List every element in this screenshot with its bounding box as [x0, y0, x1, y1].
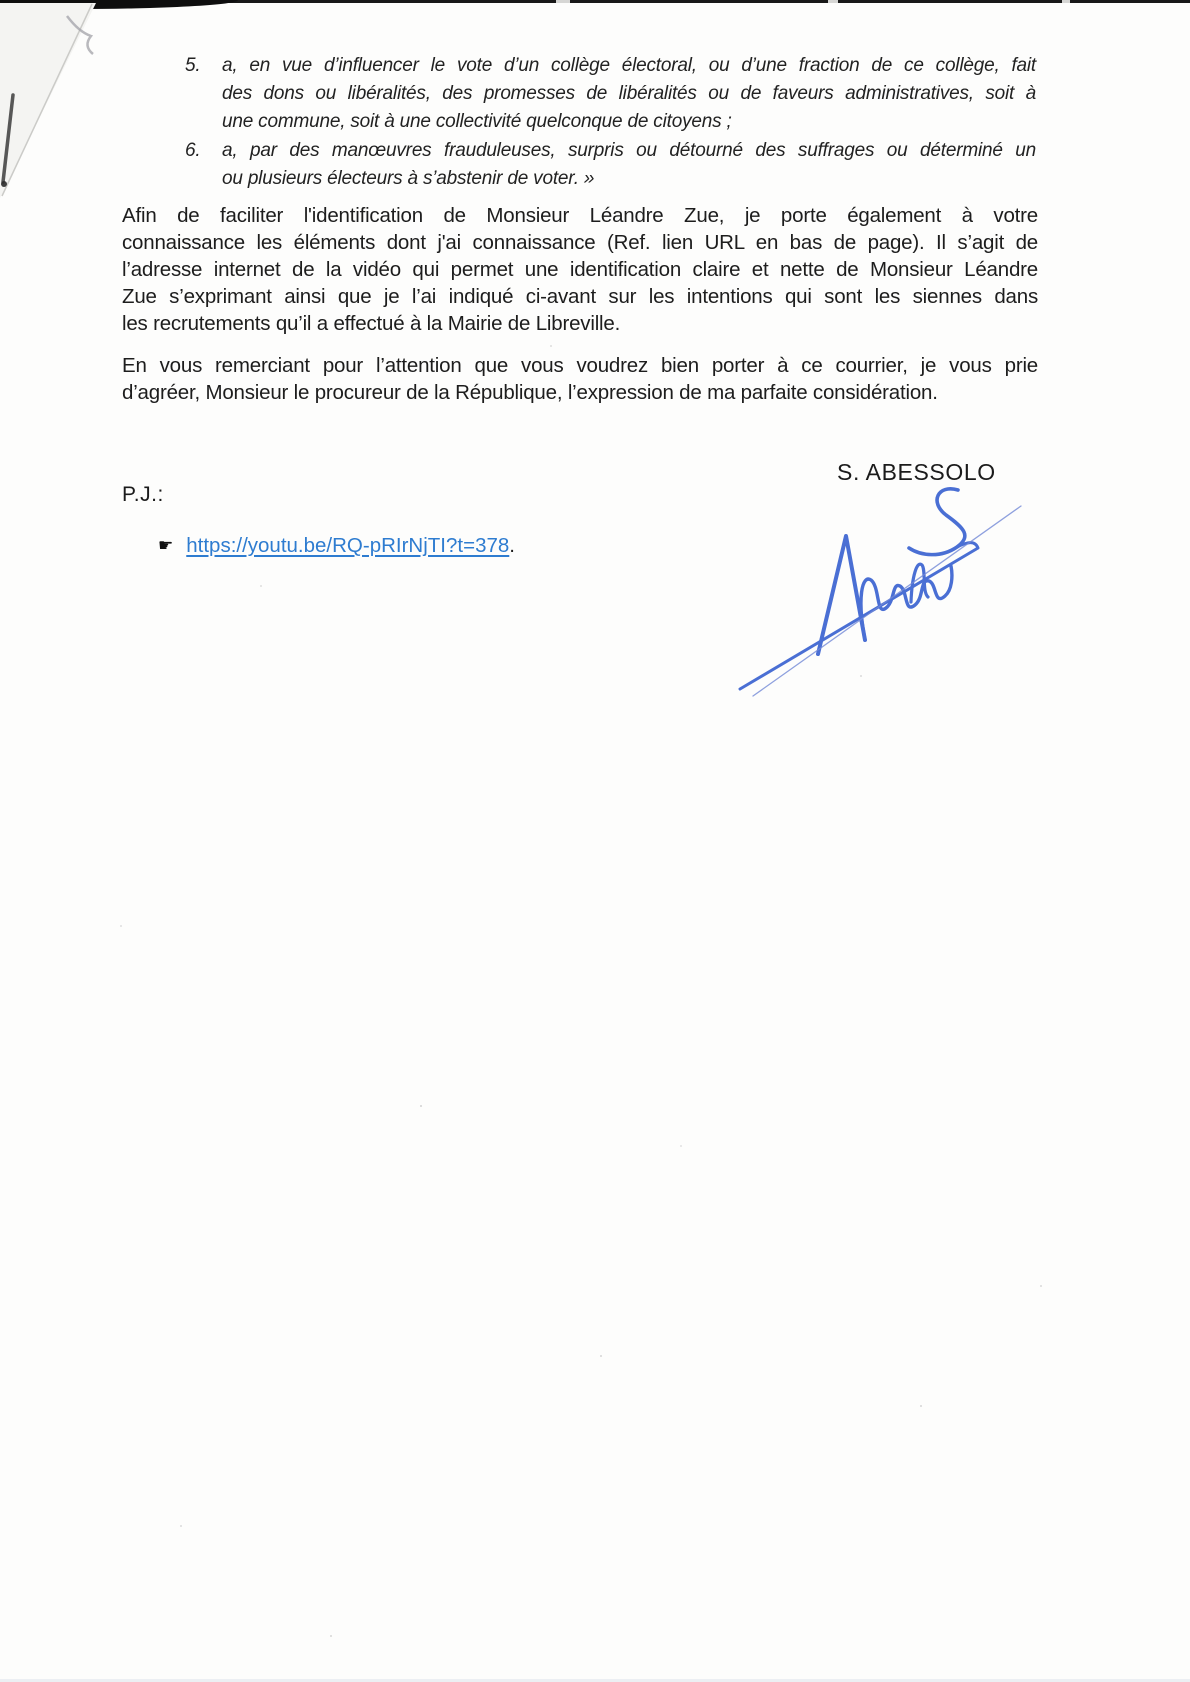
text-line: connaissance les éléments dont j'ai connaissance (Ref. lien URL en bas de page). Il s’agit de	[122, 231, 1038, 254]
list-item-text	[222, 52, 1036, 136]
list-item-5	[185, 52, 1038, 136]
text-line: Afin de faciliter l'identification de Monsieur Léandre Zue, je porte également à votre	[122, 204, 1038, 227]
text-line: a, par des manœuvres frauduleuses, surpris ou détourné des suffrages ou déterminé un	[222, 140, 1036, 161]
scan-artifact-gap	[1062, 0, 1070, 3]
scan-artifact-gap	[828, 0, 838, 3]
text-line: une commune, soit à une collectivité quelconque de citoyens ;	[222, 111, 732, 132]
list-item-text	[222, 137, 1036, 193]
quoted-statute-list	[185, 52, 1038, 193]
text-line: En vous remerciant pour l’attention que vous voudrez bien porter à ce courrier, je vous prie	[122, 354, 1038, 377]
scan-speckles	[420, 1105, 422, 1107]
scan-artifact-gap	[556, 0, 570, 3]
body-paragraph-identification	[122, 202, 1038, 337]
youtube-link[interactable]: https://youtu.be/RQ-pRIrNjTI?t=378	[186, 534, 510, 557]
list-item-number: 6.	[185, 140, 201, 161]
text-line: les recrutements qu’il a effectué à la Mairie de Libreville.	[122, 312, 621, 335]
text-line: d’agréer, Monsieur le procureur de la République, l’expression de ma parfaite considération.	[122, 381, 938, 404]
attachments-label: P.J.:	[122, 483, 164, 506]
attachment-row	[158, 534, 515, 558]
text-line: a, en vue d’influencer le vote d’un collège électoral, ou d’une fraction de ce collège, fait	[222, 55, 1036, 76]
scan-artifact-pen-mark	[55, 12, 115, 67]
text-line: Zue s’exprimant ainsi que je l’ai indiqué ci-avant sur les intentions qui sont les siennes dans	[122, 285, 1038, 308]
handwritten-signature	[695, 472, 1040, 702]
body-paragraph-closing	[122, 352, 1038, 406]
list-item-6	[185, 137, 1038, 193]
text-line: l’adresse internet de la vidéo qui permet une identification claire et nette de Monsieur Léandre	[122, 258, 1038, 281]
link-period: .	[509, 534, 515, 557]
pointing-hand-icon: ☛	[158, 536, 174, 556]
text-line: ou plusieurs électeurs à s’abstenir de voter. »	[222, 168, 595, 189]
signer-name: S. ABESSOLO	[837, 459, 996, 485]
list-item-number: 5.	[185, 55, 201, 76]
text-line: des dons ou libéralités, des promesses de libéralités ou de faveurs administratives, soit à	[222, 83, 1036, 104]
